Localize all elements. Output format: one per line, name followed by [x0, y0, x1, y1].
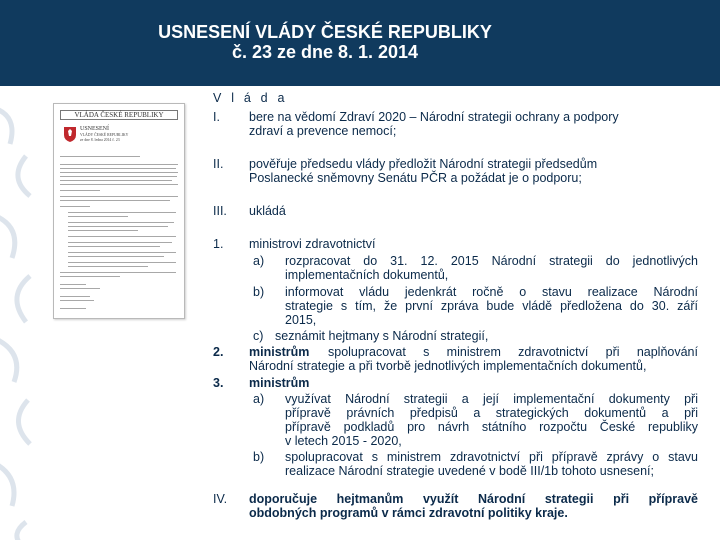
sub-1-number: 1. [213, 237, 224, 251]
sub-3-number: 3. [213, 376, 224, 390]
sub-1b-line2: strategie s tím, že první zpráva bude vládě předložena do 30. září [285, 299, 698, 313]
sub-3b-letter: b) [253, 450, 265, 464]
item-IV-line1: doporučuje hejtmanům využít Národní strategii při přípravě [249, 492, 698, 506]
sub-3b-line1: spolupracovat s ministrem zdravotnictví při přípravě zprávy o stavu [285, 450, 698, 464]
sub-3a-letter: a) [253, 392, 265, 406]
sub-3a-line2: přípravě právních předpisů a strategických dokumentů a při [285, 406, 698, 420]
item-I-number: I. [213, 110, 220, 124]
item-II-number: II. [213, 157, 224, 171]
thumbnail-line2: VLÁDY ČESKÉ REPUBLIKY [80, 133, 129, 137]
government-heading: V l á d a [213, 91, 288, 105]
sub-1c-letter: c) [253, 329, 264, 343]
item-I-line2: zdraví a prevence nemocí; [249, 124, 397, 138]
sub-2-number: 2. [213, 345, 224, 359]
sub-3-text: ministrům [249, 376, 310, 390]
sub-1c-text: seznámit hejtmany s Národní strategií, [275, 329, 489, 343]
sub-2-line1 [249, 345, 698, 359]
item-III-text: ukládá [249, 204, 286, 218]
thumbnail-line3: ze dne 8. ledna 2014 č. 23 [80, 138, 120, 142]
sub-3a-line1: využívat Národní strategii a její implementační dokumenty při [285, 392, 698, 406]
sub-1a-line2: implementačních dokumentů, [285, 268, 449, 282]
sub-1a-line1: rozpracovat do 31. 12. 2015 Národní strategii do jednotlivých [285, 254, 698, 268]
sub-3a-line4: v letech 2015 - 2020, [285, 434, 402, 448]
item-II-line2: Poslanecké sněmovny Senátu PČR a požádat je o podporu; [249, 171, 582, 185]
thumbnail-line1: USNESENÍ [80, 126, 110, 132]
item-IV-number: IV. [213, 492, 228, 506]
sub-3b-line2: realizace Národní strategie uvedené v bodě III/1b tohoto usnesení; [285, 464, 654, 478]
sub-1b-letter: b) [253, 285, 265, 299]
sub-2-line1-rest: spolupracovat s ministrem zdravotnictví při naplňování [328, 345, 698, 359]
item-II-line1: pověřuje předsedu vlády předložit Národní strategii předsedům [249, 157, 598, 171]
sub-1-text: ministrovi zdravotnictví [249, 237, 376, 251]
page-title: USNESENÍ VLÁDY ČESKÉ REPUBLIKY [158, 22, 492, 42]
item-III-number: III. [213, 204, 227, 218]
sub-3a-line3: přípravě podkladů pro návrh státního rozpočtu České republiky [285, 420, 698, 434]
sub-1b-line1: informovat vládu jedenkrát ročně o stavu realizace Národní [285, 285, 698, 299]
sub-1a-letter: a) [253, 254, 265, 268]
sub-1b-line3: 2015, [285, 313, 317, 327]
sub-2-line2: Národní strategie a při tvorbě jednotlivých implementačních dokumentů, [249, 359, 647, 373]
sub-2-lead: ministrům [249, 345, 310, 359]
item-I-line1: bere na vědomí Zdraví 2020 – Národní strategii ochrany a podpory [249, 110, 619, 124]
item-IV-line2: obdobných programů v rámci zdravotní politiky kraje. [249, 506, 568, 520]
thumbnail-header: VLÁDA ČESKÉ REPUBLIKY [60, 110, 178, 120]
page-subtitle: č. 23 ze dne 8. 1. 2014 [231, 42, 419, 62]
